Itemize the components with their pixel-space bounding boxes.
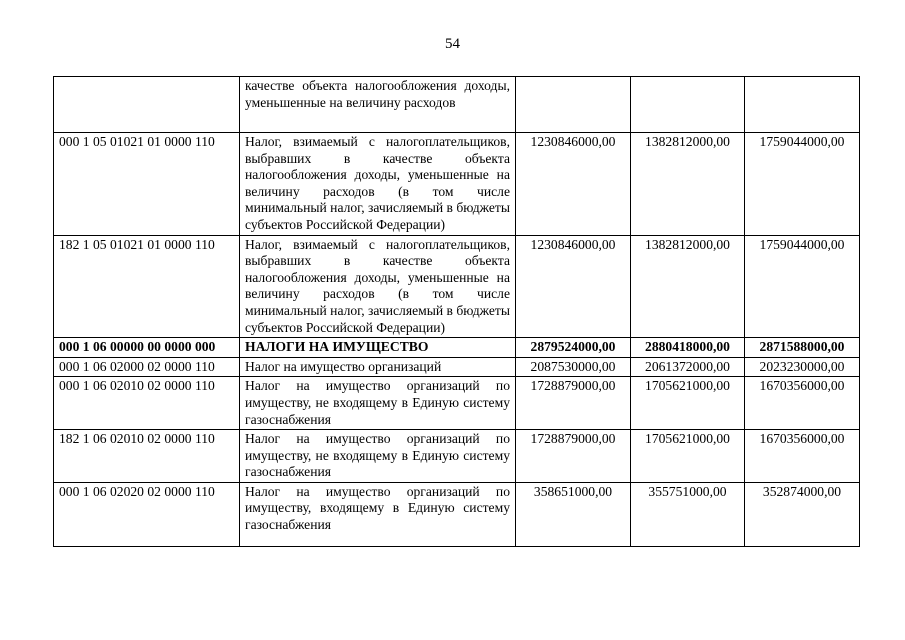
revenue-name-cell: Налог на имущество организаций по имуществу, не входящему в Единую систему газоснабжения [240,430,516,483]
revenue-name-cell: Налог, взимаемый с налогоплательщиков, выбравших в качестве объекта налогообложения доходы, уменьшенные на величину расходов (в том числе минимальный налог, зачисляемый в бюджеты субъектов Российской Федерации) [240,133,516,236]
revenue-name-cell: качестве объекта налогообложения доходы, уменьшенные на величину расходов [240,77,516,133]
table-row [54,77,860,133]
amount-year-3-cell: 1759044000,00 [745,235,860,338]
kbk-code-cell: 000 1 06 02000 02 0000 110 [54,357,240,377]
table-row [54,430,860,483]
amount-year-3-cell: 1670356000,00 [745,430,860,483]
amount-year-2-cell: 1382812000,00 [631,235,745,338]
amount-year-3-cell [745,77,860,133]
page-number: 54 [445,36,460,52]
revenue-name-cell: Налог на имущество организаций по имуществу, входящему в Единую систему газоснабжения [240,482,516,546]
kbk-code-cell: 000 1 05 01021 01 0000 110 [54,133,240,236]
table-row-section-total [54,338,860,358]
amount-year-1-cell: 2879524000,00 [516,338,631,358]
amount-year-2-cell: 1382812000,00 [631,133,745,236]
amount-year-3-cell: 1759044000,00 [745,133,860,236]
budget-revenue-table [53,76,860,547]
amount-year-3-cell: 2871588000,00 [745,338,860,358]
kbk-code-cell: 000 1 06 02020 02 0000 110 [54,482,240,546]
kbk-code-cell: 182 1 06 02010 02 0000 110 [54,430,240,483]
amount-year-2-cell: 2880418000,00 [631,338,745,358]
amount-year-1-cell: 1728879000,00 [516,430,631,483]
amount-year-1-cell [516,77,631,133]
kbk-code-cell: 000 1 06 02010 02 0000 110 [54,377,240,430]
amount-year-3-cell: 352874000,00 [745,482,860,546]
table-row [54,377,860,430]
revenue-name-cell: НАЛОГИ НА ИМУЩЕСТВО [240,338,516,358]
amount-year-1-cell: 358651000,00 [516,482,631,546]
amount-year-3-cell: 1670356000,00 [745,377,860,430]
table-row [54,133,860,236]
amount-year-1-cell: 1728879000,00 [516,377,631,430]
table-row [54,235,860,338]
table-row [54,482,860,546]
amount-year-3-cell: 2023230000,00 [745,357,860,377]
amount-year-2-cell: 355751000,00 [631,482,745,546]
revenue-name-cell: Налог, взимаемый с налогоплательщиков, выбравших в качестве объекта налогообложения доходы, уменьшенные на величину расходов (в том числе минимальный налог, зачисляемый в бюджеты субъектов Российской Федерации) [240,235,516,338]
amount-year-2-cell [631,77,745,133]
amount-year-1-cell: 2087530000,00 [516,357,631,377]
kbk-code-cell [54,77,240,133]
amount-year-1-cell: 1230846000,00 [516,133,631,236]
amount-year-2-cell: 1705621000,00 [631,430,745,483]
amount-year-1-cell: 1230846000,00 [516,235,631,338]
kbk-code-cell: 182 1 05 01021 01 0000 110 [54,235,240,338]
revenue-name-cell: Налог на имущество организаций по имуществу, не входящему в Единую систему газоснабжения [240,377,516,430]
table-row [54,357,860,377]
revenue-name-cell: Налог на имущество организаций [240,357,516,377]
kbk-code-cell: 000 1 06 00000 00 0000 000 [54,338,240,358]
amount-year-2-cell: 2061372000,00 [631,357,745,377]
amount-year-2-cell: 1705621000,00 [631,377,745,430]
